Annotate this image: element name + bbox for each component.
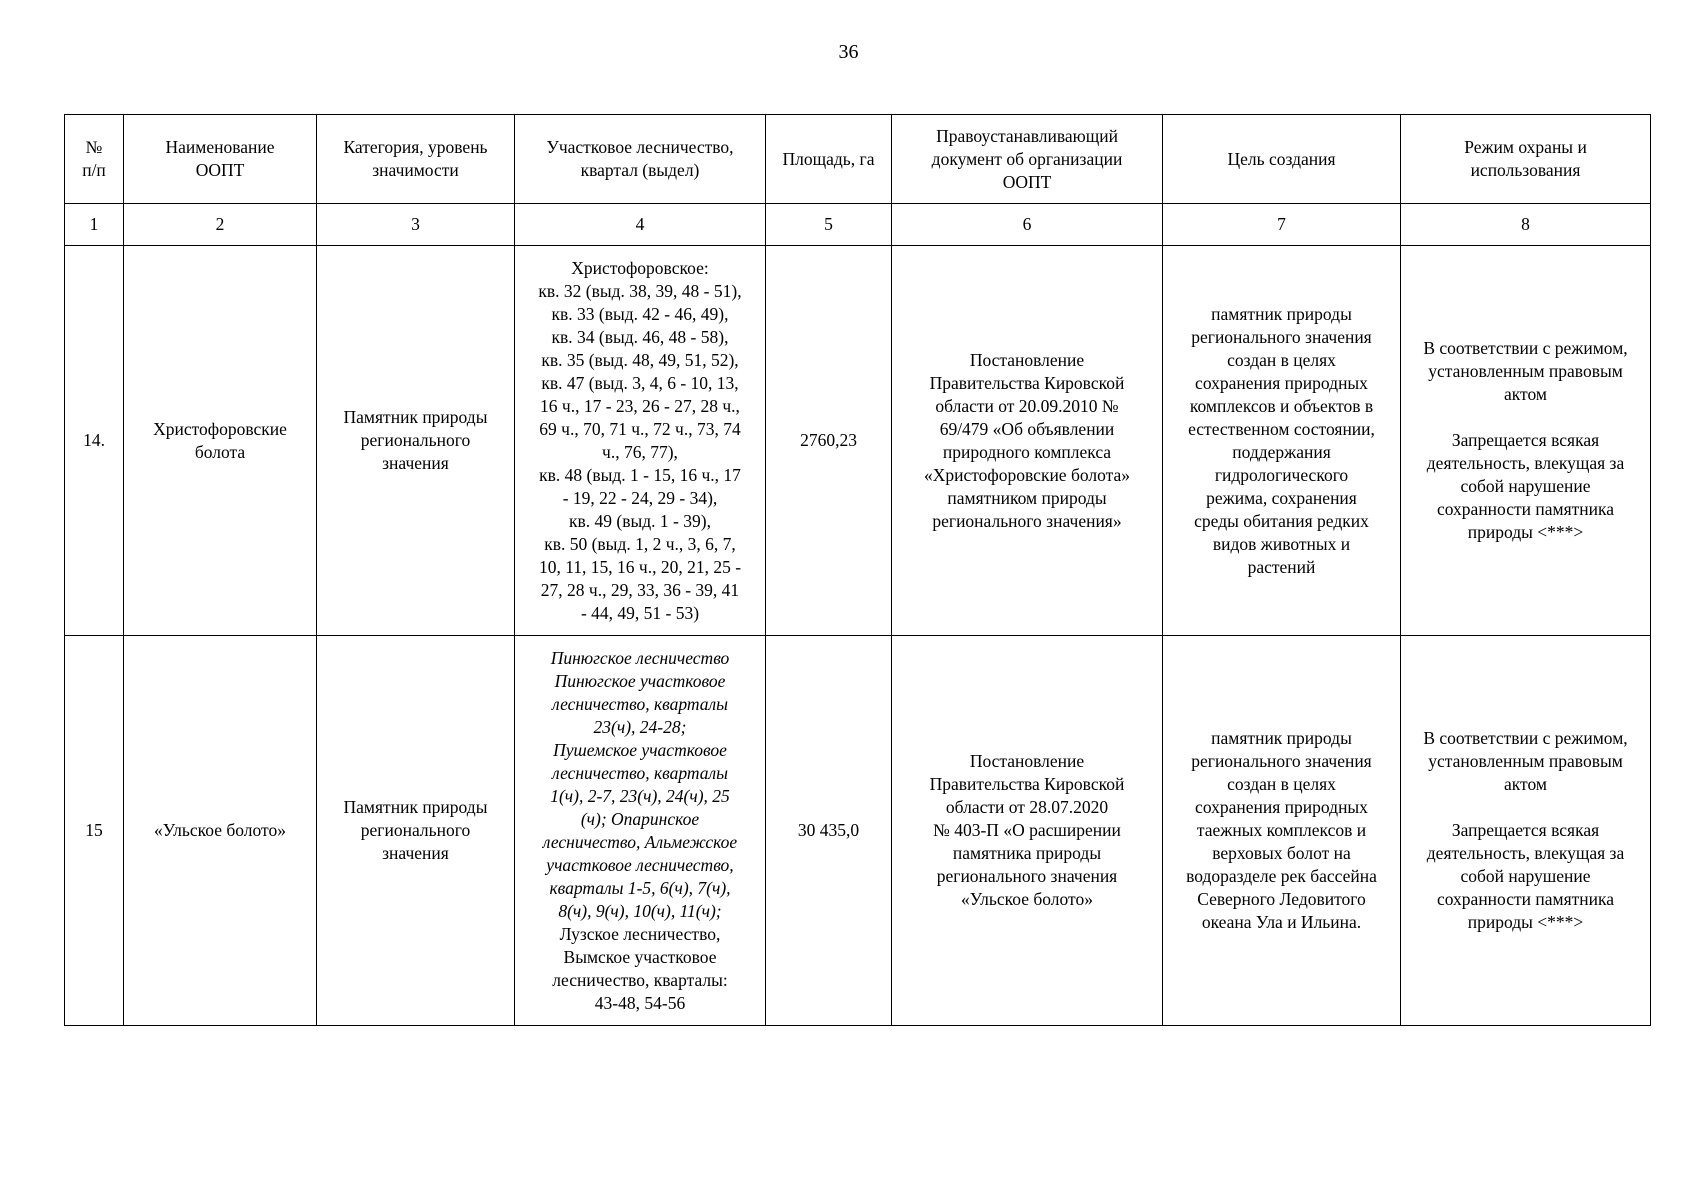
header-cell-category: Категория, уровень значимости: [317, 115, 515, 204]
column-number-cell: 8: [1401, 204, 1651, 246]
legal-document-cell: Постановление Правительства Кировской области от 20.09.2010 № 69/479 «Об объявлении природного комплекса «Христофоровские болота» памятником природы регионального значения»: [892, 246, 1163, 636]
purpose-cell: памятник природы регионального значения создан в целях сохранения природных таежных комплексов и верховых болот на водоразделе рек бассейна Северного Ледовитого океана Ула и Ильина.: [1163, 636, 1401, 1026]
header-cell-name: Наименование ООПТ: [124, 115, 317, 204]
forestry-cell: Христофоровское: кв. 32 (выд. 38, 39, 48 - 51), кв. 33 (выд. 42 - 46, 49), кв. 34 (выд. 46, 48 - 58), кв. 35 (выд. 48, 49, 51, 52), кв. 47 (выд. 3, 4, 6 - 10, 13, 16 ч., 17 - 23, 26 - 27, 28 ч., 69 ч., 70, 71 ч., 72 ч., 73, 74 ч., 76, 77), кв. 48 (выд. 1 - 15, 16 ч., 17 - 19, 22 - 24, 29 - 34), кв. 49 (выд. 1 - 39), кв. 50 (выд. 1, 2 ч., 3, 6, 7, 10, 11, 15, 16 ч., 20, 21, 25 - 27, 28 ч., 29, 33, 36 - 39, 41 - 44, 49, 51 - 53): [515, 246, 766, 636]
forestry-plain-text: Лузское лесничество, Вымское участковое лесничество, кварталы: 43-48, 54-56: [552, 923, 728, 1013]
column-number-cell: 5: [766, 204, 892, 246]
protected-areas-table: [64, 114, 1651, 1026]
area-size-cell: 2760,23: [766, 246, 892, 636]
header-cell-number: № п/п: [65, 115, 124, 204]
column-number-cell: 1: [65, 204, 124, 246]
column-number-cell: 7: [1163, 204, 1401, 246]
header-cell-document: Правоустанавливающий документ об организации ООПТ: [892, 115, 1163, 204]
area-name-cell: Христофоровские болота: [124, 246, 317, 636]
header-cell-purpose: Цель создания: [1163, 115, 1401, 204]
column-number-row: [65, 204, 1651, 246]
purpose-cell: памятник природы регионального значения создан в целях сохранения природных комплексов и объектов в естественном состоянии, поддержания гидрологического режима, сохранения среды обитания редких видов животных и растений: [1163, 246, 1401, 636]
category-cell: Памятник природы регионального значения: [317, 636, 515, 1026]
column-number-cell: 3: [317, 204, 515, 246]
table-row: [65, 636, 1651, 1026]
column-number-cell: 4: [515, 204, 766, 246]
legal-document-cell: Постановление Правительства Кировской области от 28.07.2020 № 403-П «О расширении памятника природы регионального значения «Ульское болото»: [892, 636, 1163, 1026]
row-number-cell: 14.: [65, 246, 124, 636]
column-number-cell: 2: [124, 204, 317, 246]
header-cell-regime: Режим охраны и использования: [1401, 115, 1651, 204]
forestry-italic-text: Пинюгское лесничество Пинюгское участковое лесничество, кварталы 23(ч), 24-28; Пушемское участковое лесничество, кварталы 1(ч), 2-7, 23(ч), 24(ч), 25 (ч); Опаринское лесничество, Альмежское участковое лесничество, кварталы 1-5, 6(ч), 7(ч), 8(ч), 9(ч), 10(ч), 11(ч);: [542, 647, 738, 921]
category-cell: Памятник природы регионального значения: [317, 246, 515, 636]
header-row: [65, 115, 1651, 204]
area-name-cell: «Ульское болото»: [124, 636, 317, 1026]
area-size-cell: 30 435,0: [766, 636, 892, 1026]
forestry-cell: [515, 636, 766, 1026]
page-number: 36: [838, 41, 859, 63]
protection-regime-cell: В соответствии с режимом, установленным правовым актом Запрещается всякая деятельность, влекущая за собой нарушение сохранности памятника природы <***>: [1401, 246, 1651, 636]
table-row: [65, 246, 1651, 636]
header-cell-area: Площадь, га: [766, 115, 892, 204]
header-cell-forestry: Участковое лесничество, квартал (выдел): [515, 115, 766, 204]
column-number-cell: 6: [892, 204, 1163, 246]
row-number-cell: 15: [65, 636, 124, 1026]
protection-regime-cell: В соответствии с режимом, установленным правовым актом Запрещается всякая деятельность, влекущая за собой нарушение сохранности памятника природы <***>: [1401, 636, 1651, 1026]
